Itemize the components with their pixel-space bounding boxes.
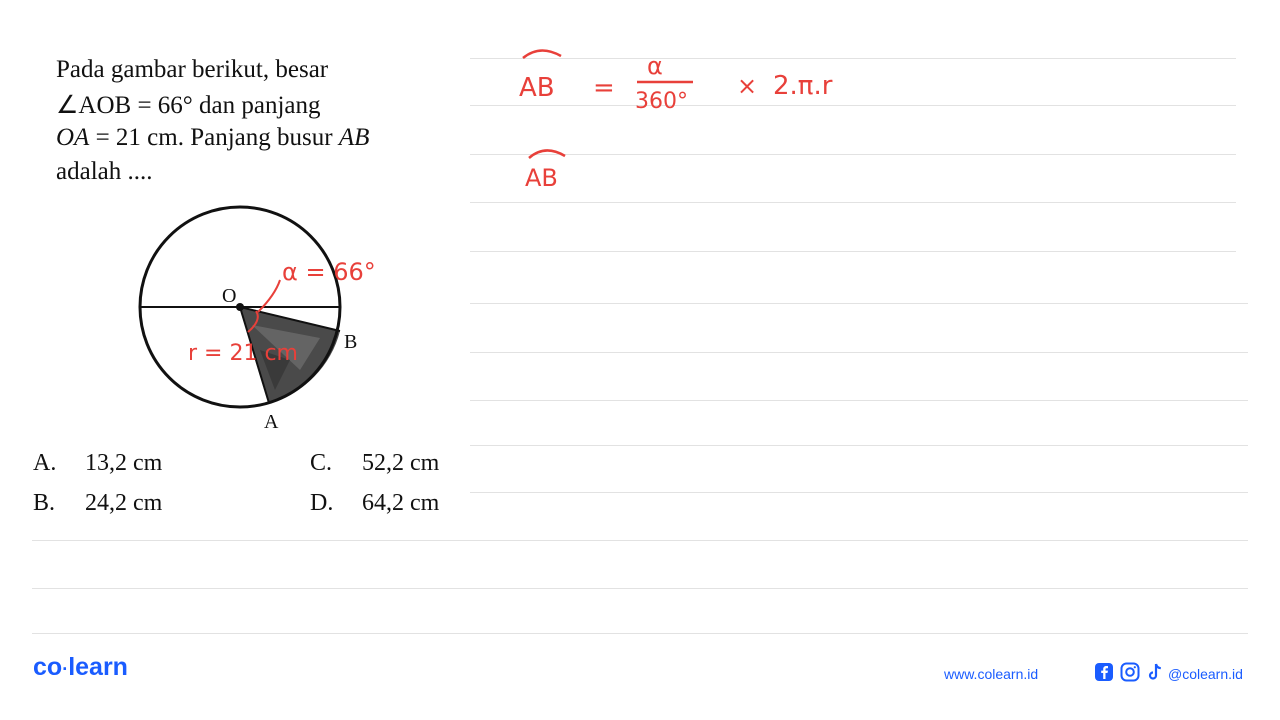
work-equals: =	[593, 73, 615, 103]
instagram-icon[interactable]	[1120, 662, 1140, 682]
circle-diagram	[130, 200, 390, 430]
work-rest: 2.π.r	[773, 71, 833, 101]
label-b: B	[344, 331, 358, 353]
label-a: A	[264, 411, 279, 430]
option-b[interactable]: B. 24,2 cm	[33, 490, 163, 516]
option-c[interactable]: C. 52,2 cm	[310, 450, 440, 476]
question-line-1: Pada gambar berikut, besar	[56, 56, 329, 83]
work-denominator: 360°	[635, 89, 688, 114]
handwritten-work	[505, 30, 925, 200]
colearn-logo[interactable]: co·learn	[33, 653, 128, 681]
arc-mark-2	[529, 150, 565, 158]
segment-label: OA	[56, 124, 90, 151]
work-numerator: α	[647, 52, 663, 80]
question-line-2: ∠AOB = 66° dan panjang	[56, 92, 321, 119]
arc-label: AB	[338, 124, 370, 151]
facebook-icon[interactable]	[1094, 662, 1114, 682]
work-times: ×	[737, 72, 758, 100]
work-line-2: AB	[525, 164, 558, 192]
option-a[interactable]: A. 13,2 cm	[33, 450, 163, 476]
tiktok-icon[interactable]	[1145, 662, 1165, 682]
angle-expression: ∠AOB = 66°	[56, 92, 193, 119]
label-o: O	[222, 285, 237, 307]
question-line-4: adalah ....	[56, 158, 153, 185]
center-point	[236, 303, 244, 311]
annotation-alpha: α = 66°	[282, 258, 376, 286]
option-d[interactable]: D. 64,2 cm	[310, 490, 440, 516]
question-line-3: OA = 21 cm. Panjang busur AB	[56, 124, 370, 151]
work-lhs: AB	[519, 73, 555, 103]
annotation-radius: r = 21 cm	[188, 341, 298, 366]
social-handle[interactable]: @colearn.id	[1168, 666, 1243, 682]
arc-mark	[523, 50, 561, 58]
website-link[interactable]: www.colearn.id	[944, 666, 1039, 682]
